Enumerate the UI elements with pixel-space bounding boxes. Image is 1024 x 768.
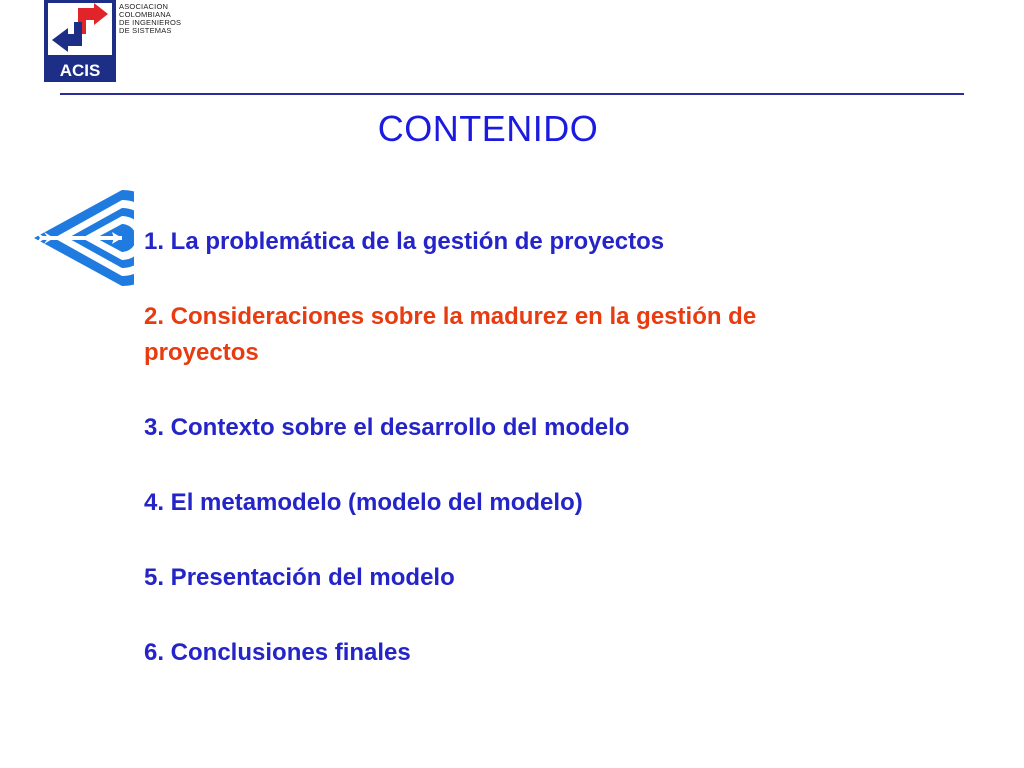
list-item: 5. Presentación del modelo	[144, 564, 455, 591]
list-item-highlighted: 2. Consideraciones sobre la madurez en la gestión de proyectos	[144, 303, 757, 366]
logo-line: DE SISTEMAS	[119, 26, 172, 35]
content-list	[144, 224, 824, 710]
list-item: 6. Conclusiones finales	[144, 639, 411, 666]
logo-caption	[119, 3, 181, 35]
slide-title: CONTENIDO	[377, 108, 599, 149]
logo-acronym: ACIS	[59, 61, 101, 80]
logo-line: ASOCIACION	[119, 2, 169, 11]
list-item: 3. Contexto sobre el desarrollo del modelo	[144, 414, 630, 441]
list-item: 4. El metamodelo (modelo del modelo)	[144, 489, 583, 516]
logo-line: COLOMBIANA	[119, 10, 172, 19]
acis-logo-icon	[44, 0, 116, 82]
list-item: 1. La problemática de la gestión de proyectos	[144, 228, 665, 255]
target-arrow-icon	[30, 186, 134, 290]
logo-line: DE INGENIEROS	[119, 18, 182, 27]
header-divider	[60, 93, 964, 95]
